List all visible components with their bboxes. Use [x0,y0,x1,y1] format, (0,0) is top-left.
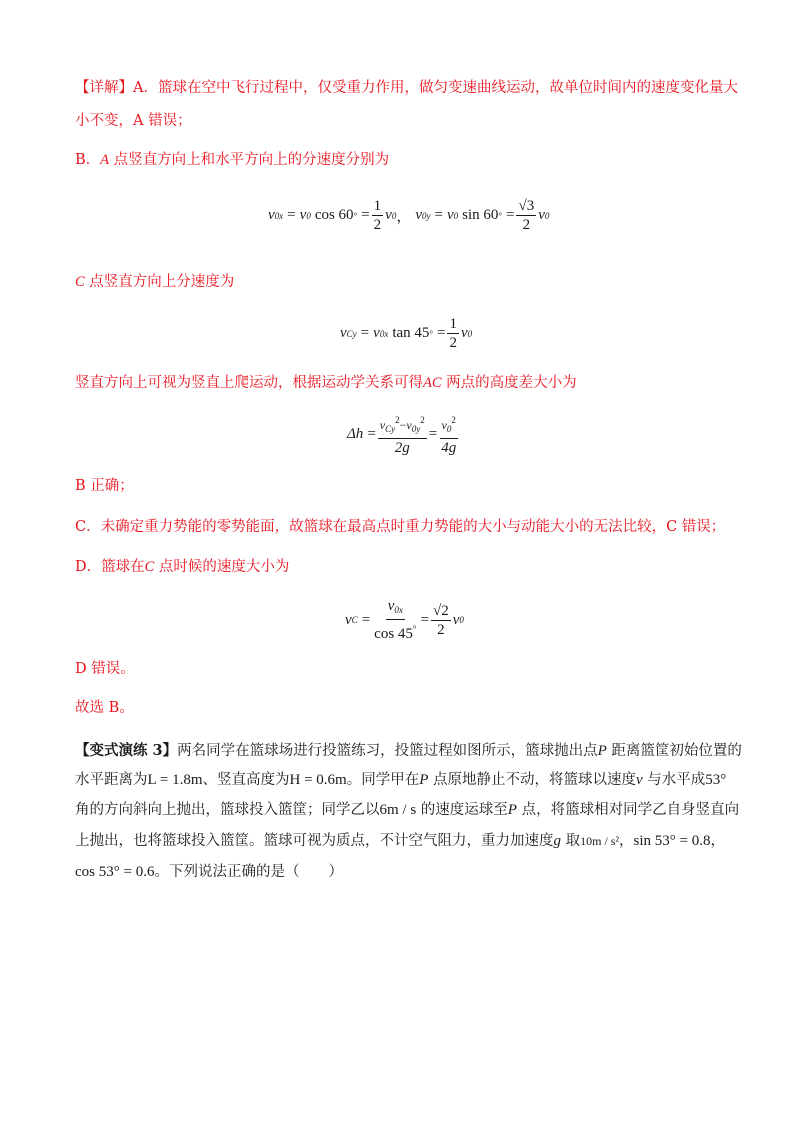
question-line-2 [75,770,726,790]
eq1b-v0: v [446,207,454,223]
eq3-vcy: v [379,418,386,432]
eq3-frac2-num [440,412,458,439]
var-p: P [597,743,607,759]
eq3-fraction-2 [439,412,458,456]
explanation-line-b-correct [75,476,134,496]
eq2-deg: ° [429,328,433,339]
eq1b-tail: v [538,207,545,223]
option-c-vertical-text: 点竖直方向上分速度为 [84,274,235,290]
eq3-v0y-sup: 2 [420,415,425,425]
g-value: 10m / s² [580,834,620,848]
explanation-line-a2 [75,111,192,131]
q2-e: 与水平成 [642,772,706,788]
eq3-frac2-den: 4g [441,440,457,456]
eq4-frac1-den [372,620,418,642]
eq2-frac-num: 1 [449,316,457,332]
q2-a: 水平距离为 [75,772,148,788]
option-a-text-1: A．篮球在空中飞行过程中，仅受重力作用，做匀变速曲线运动，故单位时间内的速度变化量大 [133,80,738,96]
eq1b-sin: sin 60 [462,207,499,223]
explanation-line-c [75,272,234,292]
explanation-line-vertical [75,373,577,393]
eq3-v0: v [441,418,447,432]
eq3-vcy-sub: Cy [385,424,396,434]
speed-value: 6m / s [379,802,417,818]
option-d-verdict: D 错误。 [75,661,135,677]
option-c-text: C．未确定重力势能的零势能面，故篮球在最高点时重力势能的大小与动能大小的无法比较，C 错误； [75,519,726,535]
q2-c: 。同学甲在 [346,772,420,788]
eq3-minus: − [399,418,407,432]
explanation-tag: 【详解】 [75,80,133,96]
question-line-4 [75,831,725,851]
option-d-prefix: D．篮球在 [75,559,145,575]
q2-d: 点原地静止不动，将篮球以速度 [428,772,636,788]
equation-velocity-components: v 0x = v 0 cos 60 ° = $\frac{1}{2}$ v 0 ， v 0y = v 0 sin 60 ° = $\frac{√3}{2}$ v 0 [268,198,550,233]
question-text-1: 两名同学在篮球场进行投篮练习，投篮过程如图所示，篮球抛出点 [177,743,598,759]
eq1-fraction-b [516,198,536,233]
eq1-sub: 0x [274,210,284,221]
eq1b-frac-den: 2 [522,217,531,233]
equation-height-difference: Δh = $\frac{v_{Cy}^2-v_{0y}^2}{2g}$ = $\frac{v_0^2}{4g}$ [347,412,460,456]
question-line-5 [75,862,343,882]
eq3-v0y-sub: 0y [411,424,421,434]
point-c-label-d: C [144,559,155,575]
eq4-frac2-num: √2 [432,602,449,619]
option-a-text-2: 小不变，A 错误； [75,113,192,129]
eq1-fraction-a [372,198,384,233]
eq4-v0x: v [387,598,395,614]
var-g: g [553,833,561,849]
question-line-1 [75,741,742,761]
points-ac-label: AC [423,375,442,391]
eq4-deg: ° [412,624,417,634]
eq4-cos: cos 45 [374,626,413,642]
eq1-separator: ， [396,207,412,225]
eq1b-frac-num: √3 [518,198,535,214]
q4-c: ， [619,833,634,849]
sin-53-value: sin 53° = 0.8 [633,833,711,849]
eq4-sub: C [351,615,358,625]
question-prompt: 。下列说法正确的是（ ） [154,864,343,880]
eq2-v0x-sub: 0x [379,328,389,339]
eq4-frac1-num [386,598,405,620]
q4-b: 取 [561,833,581,849]
eq3-vcy-sup: 2 [395,415,400,425]
eq2-tan: tan 45 [392,325,430,341]
question-text-1-tail: 距离篮筐初始位置的 [606,743,742,759]
var-v: v [635,772,643,788]
vertical-motion-text: 竖直方向上可视为竖直上爬运动，根据运动学关系可得 [75,375,423,391]
var-p-2: P [419,772,429,788]
eq2-frac-den: 2 [449,335,457,351]
eq2-fraction [447,316,459,351]
eq4-frac2-den: 2 [437,621,445,638]
eq2-sub: Cy [346,328,357,339]
eq2-tail: v [460,325,468,341]
q2-b: 、竖直高度为 [202,772,290,788]
eq4-v0x-sub: 0x [394,605,403,615]
eq1b-deg: ° [498,210,503,221]
var-h-value: H = 0.6m [289,772,347,788]
explanation-line-a1 [75,78,738,98]
point-c-label: C [75,274,85,290]
answer-conclusion: 故选 B。 [75,700,134,716]
eq1-cos: cos 60 [314,207,354,223]
option-b-text: 点竖直方向上和水平方向上的分速度分别为 [109,152,390,168]
eq2-v: v [340,325,347,341]
eq1-frac-num: 1 [373,198,382,214]
eq1-tail: v [385,207,392,223]
eq4-fraction-2 [431,603,451,638]
explanation-line-b [75,150,389,170]
angle-53: 53° [705,772,727,788]
eq3-frac1-num [378,412,427,439]
equation-speed-at-c: v C = $\frac{v_{0x}}{\cos 45^\circ}$ = $\frac{√2}{2}$ v 0 [345,598,464,642]
eq1-frac-den: 2 [373,217,382,233]
eq3-v0y: v [406,418,412,432]
explanation-line-d-wrong [75,659,135,679]
equation-vertical-velocity: v Cy = v 0x tan 45 ° = $\frac{1}{2}$ v 0 [340,316,473,351]
point-a-label: A [100,152,110,168]
eq3-fraction-1 [378,412,427,456]
eq1-tail-sub: 0 [391,210,397,221]
eq1b-v: v [415,207,422,223]
q3-a: 角的方向斜向上抛出，篮球投入篮筐；同学乙以 [75,802,380,818]
q4-a: 上抛出，也将篮球投入篮筐。篮球可视为质点，不计空气阻力，重力加速度 [75,833,554,849]
eq3-delta-h: Δh [347,425,364,442]
eq1-v0: v [299,207,307,223]
eq2-tail-sub: 0 [467,328,473,339]
variant-exercise-tag: 【变式演练 3】 [75,742,178,759]
eq4-v: v [345,611,352,628]
eq4-tail: v [452,611,460,628]
cos-53-value: cos 53° = 0.6 [75,864,155,880]
eq1-deg: ° [353,210,358,221]
explanation-line-c-option [75,517,725,537]
eq1-v: v [268,207,275,223]
option-b-prefix: B． [75,152,101,168]
question-line-3 [75,800,739,820]
eq1b-v0-sub: 0 [453,210,459,221]
var-p-3: P [507,802,517,818]
q4-d: ， [710,833,726,849]
eq2-v0x: v [373,325,380,341]
var-l-value: L = 1.8m [147,772,203,788]
eq3-v0-sub: 0 [446,424,452,434]
eq1b-sub: 0y [422,210,431,221]
option-b-verdict: B 正确； [75,478,134,494]
eq1-v0-sub: 0 [306,210,311,221]
q3-c: 点，将篮球相对同学乙自身竖直向 [516,802,740,818]
explanation-line-d [75,557,289,577]
eq1b-tail-sub: 0 [544,210,550,221]
height-diff-text: 两点的高度差大小为 [441,375,577,391]
option-d-text: 点时候的速度大小为 [154,559,290,575]
explanation-conclusion [75,698,134,718]
eq4-fraction-1 [372,598,418,642]
eq3-frac1-den: 2g [394,440,410,456]
eq4-tail-sub: 0 [459,615,464,625]
eq3-v0-sup: 2 [451,415,456,425]
q3-b: 的速度运球至 [416,802,508,818]
